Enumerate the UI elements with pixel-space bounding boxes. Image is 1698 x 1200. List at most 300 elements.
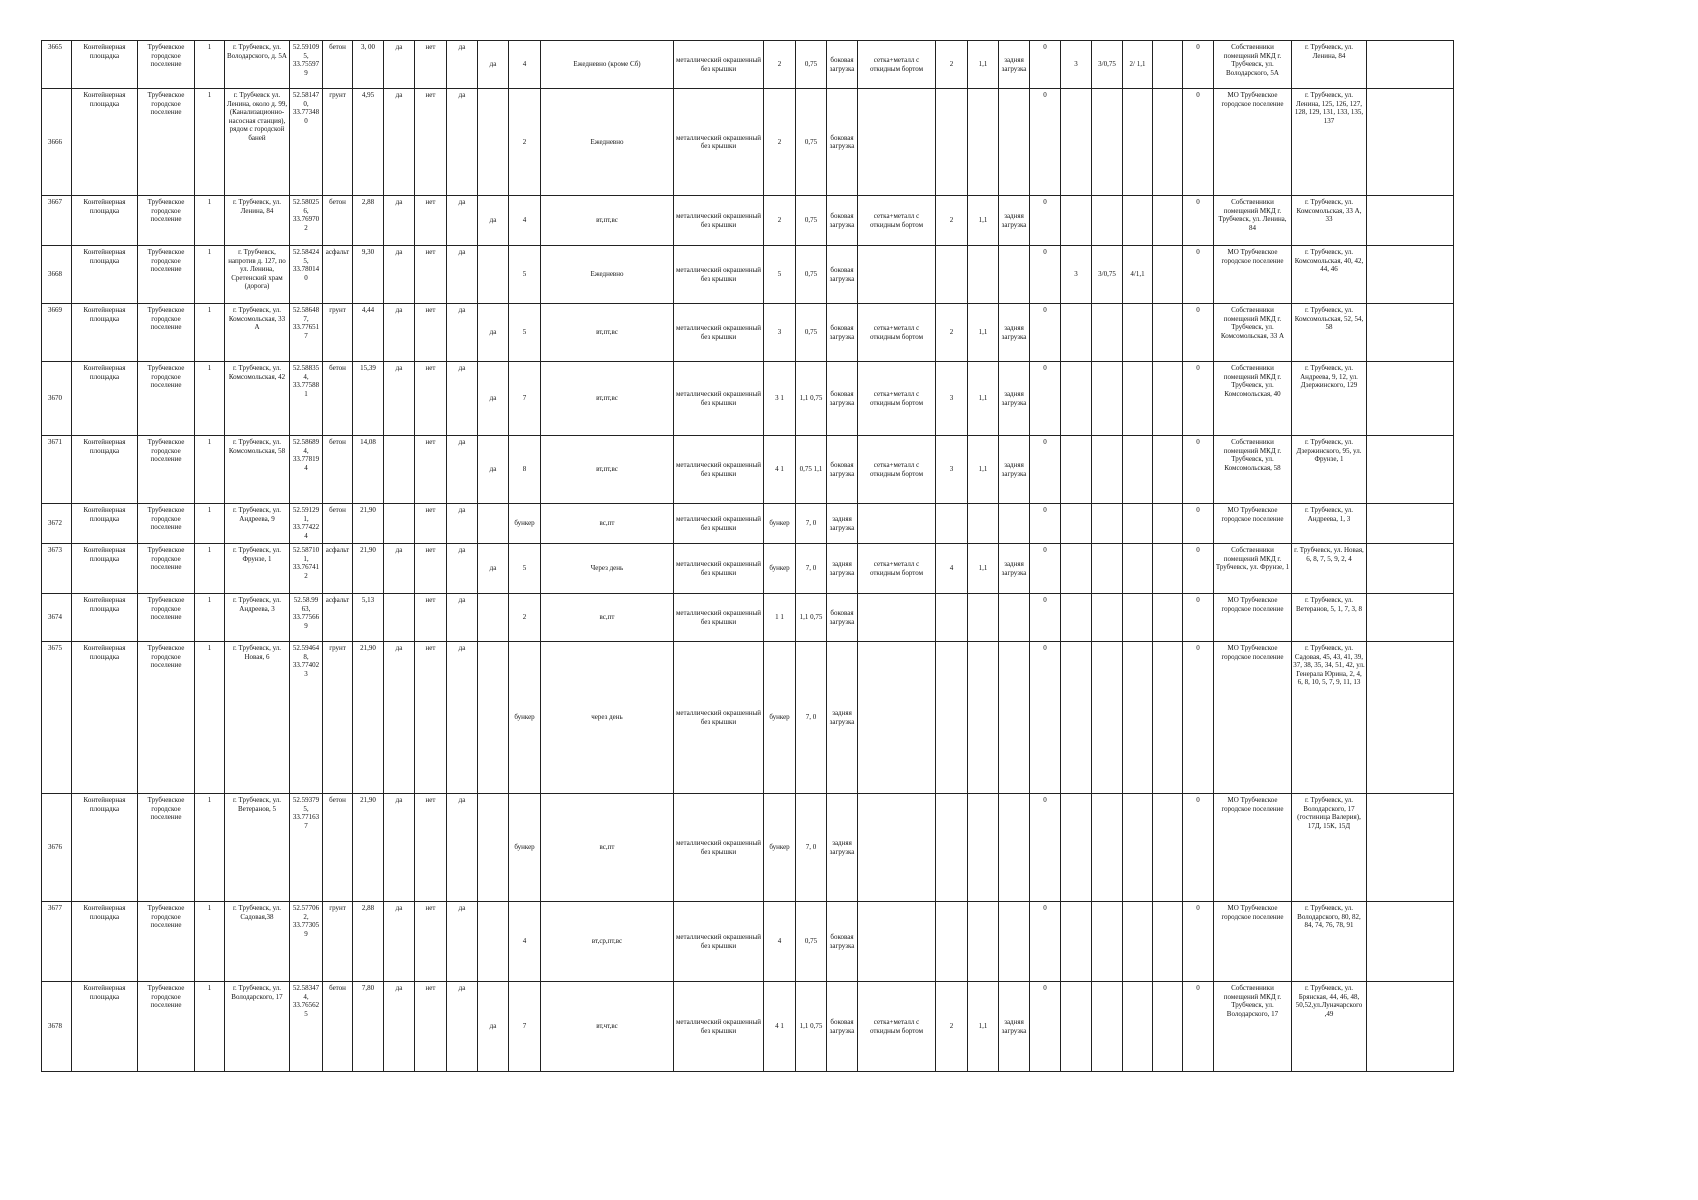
settlement: Трубчевское городское поселение bbox=[138, 304, 195, 362]
blank-col bbox=[1153, 89, 1183, 196]
site-owner: МО Трубчевское городское поселение bbox=[1214, 594, 1292, 642]
site-address: г. Трубчевск, ул. Андреева, 3 bbox=[225, 594, 290, 642]
record-number: 3667 bbox=[42, 196, 72, 246]
container-count: 4 bbox=[509, 41, 541, 89]
load2-type: задняя загрузка bbox=[999, 544, 1030, 594]
blank-col bbox=[1153, 304, 1183, 362]
flag-b: нет bbox=[415, 902, 447, 982]
site-count: 1 bbox=[195, 246, 225, 304]
surface-type: асфальт bbox=[323, 594, 353, 642]
blank-col-2 bbox=[1367, 196, 1454, 246]
flag-d bbox=[478, 246, 509, 304]
flag-b: нет bbox=[415, 594, 447, 642]
blank-col bbox=[1153, 436, 1183, 504]
flag-b: нет bbox=[415, 504, 447, 544]
bins-count: 3 bbox=[764, 304, 796, 362]
collection-schedule: вс,пт bbox=[541, 504, 674, 544]
site-address: г. Трубчевск, ул. Володарского, 17 bbox=[225, 982, 290, 1072]
flag-b: нет bbox=[415, 982, 447, 1072]
container-count: 7 bbox=[509, 982, 541, 1072]
k3-col bbox=[1123, 196, 1153, 246]
load2-type: задняя загрузка bbox=[999, 982, 1030, 1072]
bins-count: 5 bbox=[764, 246, 796, 304]
zero-col-2: 0 bbox=[1183, 794, 1214, 902]
site-coordinates: 52.58689 4, 33.77819 4 bbox=[290, 436, 323, 504]
k3-col bbox=[1123, 544, 1153, 594]
record-number: 3675 bbox=[42, 642, 72, 794]
k1-col bbox=[1061, 982, 1092, 1072]
site-count: 1 bbox=[195, 902, 225, 982]
fence-type: сетка+металл с откидным бортом bbox=[858, 982, 936, 1072]
zero-col-2: 0 bbox=[1183, 902, 1214, 982]
flag-b: нет bbox=[415, 41, 447, 89]
served-buildings: г. Трубчевск, ул. Дзержинского, 95, ул. Фрунзе, 1 bbox=[1292, 436, 1367, 504]
collection-schedule: вт,пт,вс bbox=[541, 362, 674, 436]
flag-a: да bbox=[384, 982, 415, 1072]
zero-col-1: 0 bbox=[1030, 902, 1061, 982]
k2-col bbox=[1092, 544, 1123, 594]
bins-volume: 1,1 0,75 bbox=[796, 982, 827, 1072]
bins2-count: 3 bbox=[936, 436, 968, 504]
record-number: 3668 bbox=[42, 246, 72, 304]
site-type: Контейнерная площадка bbox=[72, 304, 138, 362]
bins2-volume: 1,1 bbox=[968, 304, 999, 362]
load2-type: задняя загрузка bbox=[999, 362, 1030, 436]
bins-count: бункер bbox=[764, 794, 796, 902]
bins-volume: 0,75 bbox=[796, 902, 827, 982]
site-type: Контейнерная площадка bbox=[72, 362, 138, 436]
container-count: 5 bbox=[509, 304, 541, 362]
blank-col bbox=[1153, 196, 1183, 246]
flag-c: да bbox=[447, 594, 478, 642]
flag-d: да bbox=[478, 196, 509, 246]
site-owner: МО Трубчевское городское поселение bbox=[1214, 642, 1292, 794]
container-count: 2 bbox=[509, 594, 541, 642]
zero-col-1: 0 bbox=[1030, 362, 1061, 436]
site-area: 2,88 bbox=[353, 196, 384, 246]
blank-col bbox=[1153, 794, 1183, 902]
collection-schedule: вт,чт,вс bbox=[541, 982, 674, 1072]
zero-col-2: 0 bbox=[1183, 642, 1214, 794]
bins-count: бункер bbox=[764, 544, 796, 594]
load-type: задняя загрузка bbox=[827, 794, 858, 902]
flag-c: да bbox=[447, 902, 478, 982]
zero-col-2: 0 bbox=[1183, 594, 1214, 642]
site-coordinates: 52.58424 5, 33.78014 0 bbox=[290, 246, 323, 304]
flag-c: да bbox=[447, 89, 478, 196]
flag-a: да bbox=[384, 196, 415, 246]
container-material: металлический окрашенный без крышки bbox=[674, 196, 764, 246]
site-address: г. Трубчевск, ул. Комсомольская, 58 bbox=[225, 436, 290, 504]
k1-col bbox=[1061, 594, 1092, 642]
record-number: 3673 bbox=[42, 544, 72, 594]
bins2-volume: 1,1 bbox=[968, 41, 999, 89]
bins2-count: 2 bbox=[936, 196, 968, 246]
site-coordinates: 52.58648 7, 33.77651 7 bbox=[290, 304, 323, 362]
blank-col-2 bbox=[1367, 902, 1454, 982]
flag-a: да bbox=[384, 362, 415, 436]
zero-col-1: 0 bbox=[1030, 642, 1061, 794]
collection-schedule: вт,пт,вс bbox=[541, 436, 674, 504]
flag-d bbox=[478, 902, 509, 982]
k2-col bbox=[1092, 436, 1123, 504]
container-count: 5 bbox=[509, 246, 541, 304]
site-area: 9,30 bbox=[353, 246, 384, 304]
bins-count: 4 bbox=[764, 902, 796, 982]
k1-col: 3 bbox=[1061, 41, 1092, 89]
served-buildings: г. Трубчевск, ул. Андреева, 9, 12, ул. Дзержинского, 129 bbox=[1292, 362, 1367, 436]
site-owner: Собственники помещений МКД г. Трубчевск, ул. Володарского, 17 bbox=[1214, 982, 1292, 1072]
fence-type: сетка+металл с откидным бортом bbox=[858, 544, 936, 594]
bins2-count: 2 bbox=[936, 304, 968, 362]
site-address: г. Трубчевск, ул. Садовая,38 bbox=[225, 902, 290, 982]
collection-schedule: вт,пт,вс bbox=[541, 196, 674, 246]
load-type: задняя загрузка bbox=[827, 544, 858, 594]
flag-b: нет bbox=[415, 794, 447, 902]
bins-volume: 0,75 bbox=[796, 304, 827, 362]
site-owner: Собственники помещений МКД г. Трубчевск, ул. Фрунзе, 1 bbox=[1214, 544, 1292, 594]
bins2-volume bbox=[968, 794, 999, 902]
surface-type: бетон bbox=[323, 794, 353, 902]
load-type: боковая загрузка bbox=[827, 436, 858, 504]
bins-count: 3 1 bbox=[764, 362, 796, 436]
site-type: Контейнерная площадка bbox=[72, 982, 138, 1072]
flag-c: да bbox=[447, 246, 478, 304]
surface-type: грунт bbox=[323, 304, 353, 362]
table-row bbox=[42, 362, 1454, 436]
bins2-volume: 1,1 bbox=[968, 982, 999, 1072]
container-count: 4 bbox=[509, 196, 541, 246]
container-count: 8 bbox=[509, 436, 541, 504]
flag-a bbox=[384, 504, 415, 544]
flag-c: да bbox=[447, 41, 478, 89]
flag-b: нет bbox=[415, 642, 447, 794]
zero-col-1: 0 bbox=[1030, 544, 1061, 594]
site-coordinates: 52.59464 8, 33.77402 3 bbox=[290, 642, 323, 794]
flag-d: да bbox=[478, 982, 509, 1072]
flag-c: да bbox=[447, 544, 478, 594]
site-count: 1 bbox=[195, 304, 225, 362]
container-count: 4 bbox=[509, 902, 541, 982]
zero-col-1: 0 bbox=[1030, 89, 1061, 196]
site-count: 1 bbox=[195, 89, 225, 196]
served-buildings: г. Трубчевск, ул. Ленина, 125, 126, 127, 128, 129, 131, 133, 135, 137 bbox=[1292, 89, 1367, 196]
site-type: Контейнерная площадка bbox=[72, 794, 138, 902]
flag-c: да bbox=[447, 504, 478, 544]
container-material: металлический окрашенный без крышки bbox=[674, 304, 764, 362]
site-area: 14,08 bbox=[353, 436, 384, 504]
k3-col bbox=[1123, 902, 1153, 982]
k2-col bbox=[1092, 362, 1123, 436]
zero-col-1: 0 bbox=[1030, 41, 1061, 89]
site-coordinates: 52.58710 1, 33.76741 2 bbox=[290, 544, 323, 594]
load-type: задняя загрузка bbox=[827, 642, 858, 794]
record-number: 3678 bbox=[42, 982, 72, 1072]
flag-b: нет bbox=[415, 544, 447, 594]
settlement: Трубчевское городское поселение bbox=[138, 794, 195, 902]
load2-type: задняя загрузка bbox=[999, 304, 1030, 362]
k2-col: 3/0,75 bbox=[1092, 41, 1123, 89]
zero-col-2: 0 bbox=[1183, 982, 1214, 1072]
flag-d: да bbox=[478, 41, 509, 89]
bins2-count bbox=[936, 89, 968, 196]
served-buildings: г. Трубчевск, ул. Володарского, 80, 82, 84, 74, 76, 78, 91 bbox=[1292, 902, 1367, 982]
container-count: 7 bbox=[509, 362, 541, 436]
blank-col-2 bbox=[1367, 436, 1454, 504]
load2-type: задняя загрузка bbox=[999, 41, 1030, 89]
bins2-volume: 1,1 bbox=[968, 196, 999, 246]
bins2-volume bbox=[968, 246, 999, 304]
k3-col bbox=[1123, 504, 1153, 544]
bins2-volume: 1,1 bbox=[968, 544, 999, 594]
settlement: Трубчевское городское поселение bbox=[138, 642, 195, 794]
site-area: 4,44 bbox=[353, 304, 384, 362]
site-address: г. Трубчевск, напротив д. 127, по ул. Ленина, Сретенский храм (дорога) bbox=[225, 246, 290, 304]
bins-count: 2 bbox=[764, 196, 796, 246]
flag-b: нет bbox=[415, 304, 447, 362]
container-material: металлический окрашенный без крышки bbox=[674, 902, 764, 982]
blank-col-2 bbox=[1367, 642, 1454, 794]
site-type: Контейнерная площадка bbox=[72, 642, 138, 794]
table-row bbox=[42, 544, 1454, 594]
site-count: 1 bbox=[195, 196, 225, 246]
k1-col bbox=[1061, 89, 1092, 196]
k2-col bbox=[1092, 594, 1123, 642]
fence-type bbox=[858, 246, 936, 304]
k1-col bbox=[1061, 504, 1092, 544]
record-number: 3677 bbox=[42, 902, 72, 982]
served-buildings: г. Трубчевск, ул. Комсомольская, 40, 42, 44, 46 bbox=[1292, 246, 1367, 304]
served-buildings: г. Трубчевск, ул. Ветеранов, 5, 1, 7, 3, 8 bbox=[1292, 594, 1367, 642]
site-coordinates: 52.58025 6, 33.76970 2 bbox=[290, 196, 323, 246]
zero-col-1: 0 bbox=[1030, 196, 1061, 246]
site-coordinates: 52.59129 1, 33.77422 4 bbox=[290, 504, 323, 544]
flag-a bbox=[384, 436, 415, 504]
site-address: г. Трубчевск, ул. Андреева, 9 bbox=[225, 504, 290, 544]
site-address: г. Трубчевск, ул. Фрунзе, 1 bbox=[225, 544, 290, 594]
flag-b: нет bbox=[415, 436, 447, 504]
bins-count: 4 1 bbox=[764, 436, 796, 504]
zero-col-1: 0 bbox=[1030, 436, 1061, 504]
site-coordinates: 52.58835 4, 33.77588 1 bbox=[290, 362, 323, 436]
collection-schedule: через день bbox=[541, 642, 674, 794]
blank-col bbox=[1153, 504, 1183, 544]
zero-col-2: 0 bbox=[1183, 436, 1214, 504]
load-type: задняя загрузка bbox=[827, 504, 858, 544]
k1-col: 3 bbox=[1061, 246, 1092, 304]
bins2-count bbox=[936, 504, 968, 544]
site-type: Контейнерная площадка bbox=[72, 902, 138, 982]
served-buildings: г. Трубчевск, ул. Андреева, 1, 3 bbox=[1292, 504, 1367, 544]
bins2-count: 4 bbox=[936, 544, 968, 594]
bins2-volume bbox=[968, 89, 999, 196]
k2-col bbox=[1092, 982, 1123, 1072]
flag-a: да bbox=[384, 794, 415, 902]
k1-col bbox=[1061, 436, 1092, 504]
site-address: г. Трубчевск, ул. Новая, 6 bbox=[225, 642, 290, 794]
zero-col-2: 0 bbox=[1183, 89, 1214, 196]
load2-type bbox=[999, 89, 1030, 196]
settlement: Трубчевское городское поселение bbox=[138, 504, 195, 544]
flag-a: да bbox=[384, 246, 415, 304]
site-area: 2,88 bbox=[353, 902, 384, 982]
zero-col-1: 0 bbox=[1030, 794, 1061, 902]
load2-type bbox=[999, 902, 1030, 982]
zero-col-1: 0 bbox=[1030, 504, 1061, 544]
record-number: 3669 bbox=[42, 304, 72, 362]
container-material: металлический окрашенный без крышки bbox=[674, 89, 764, 196]
load-type: боковая загрузка bbox=[827, 196, 858, 246]
bins2-count bbox=[936, 642, 968, 794]
served-buildings: г. Трубчевск, ул. Володарского, 17 (гостиница Валерия), 17Д, 15К, 15Д bbox=[1292, 794, 1367, 902]
record-number: 3676 bbox=[42, 794, 72, 902]
load-type: боковая загрузка bbox=[827, 902, 858, 982]
bins-volume: 7, 0 bbox=[796, 504, 827, 544]
surface-type: асфальт bbox=[323, 246, 353, 304]
container-material: металлический окрашенный без крышки bbox=[674, 642, 764, 794]
site-address: г. Трубчевск, ул. Комсомольская, 33 А bbox=[225, 304, 290, 362]
container-material: металлический окрашенный без крышки bbox=[674, 504, 764, 544]
site-owner: МО Трубчевское городское поселение bbox=[1214, 89, 1292, 196]
site-coordinates: 52.59379 5, 33.77163 7 bbox=[290, 794, 323, 902]
flag-d: да bbox=[478, 304, 509, 362]
record-number: 3672 bbox=[42, 504, 72, 544]
bins2-count bbox=[936, 246, 968, 304]
site-coordinates: 52.58347 4, 33.76562 5 bbox=[290, 982, 323, 1072]
flag-d bbox=[478, 594, 509, 642]
k1-col bbox=[1061, 642, 1092, 794]
served-buildings: г. Трубчевск, ул. Комсомольская, 52, 54, 58 bbox=[1292, 304, 1367, 362]
blank-col bbox=[1153, 41, 1183, 89]
fence-type bbox=[858, 89, 936, 196]
site-area: 7,80 bbox=[353, 982, 384, 1072]
fence-type: сетка+металл с откидным бортом bbox=[858, 436, 936, 504]
flag-d: да bbox=[478, 436, 509, 504]
bins2-volume: 1,1 bbox=[968, 362, 999, 436]
flag-b: нет bbox=[415, 362, 447, 436]
zero-col-2: 0 bbox=[1183, 41, 1214, 89]
record-number: 3671 bbox=[42, 436, 72, 504]
blank-col bbox=[1153, 544, 1183, 594]
k3-col bbox=[1123, 794, 1153, 902]
k2-col bbox=[1092, 504, 1123, 544]
site-area: 5,13 bbox=[353, 594, 384, 642]
flag-d bbox=[478, 794, 509, 902]
k3-col bbox=[1123, 436, 1153, 504]
record-number: 3665 bbox=[42, 41, 72, 89]
load2-type: задняя загрузка bbox=[999, 196, 1030, 246]
table-row bbox=[42, 902, 1454, 982]
bins-volume: 7, 0 bbox=[796, 794, 827, 902]
site-type: Контейнерная площадка bbox=[72, 594, 138, 642]
settlement: Трубчевское городское поселение bbox=[138, 436, 195, 504]
blank-col-2 bbox=[1367, 594, 1454, 642]
bins-volume: 0,75 bbox=[796, 41, 827, 89]
blank-col-2 bbox=[1367, 304, 1454, 362]
site-count: 1 bbox=[195, 41, 225, 89]
site-coordinates: 52.59109 5, 33.75597 9 bbox=[290, 41, 323, 89]
bins-volume: 1,1 0,75 bbox=[796, 594, 827, 642]
surface-type: бетон bbox=[323, 436, 353, 504]
site-owner: Собственники помещений МКД г. Трубчевск, ул. Комсомольская, 40 bbox=[1214, 362, 1292, 436]
bins2-count bbox=[936, 902, 968, 982]
blank-col bbox=[1153, 594, 1183, 642]
k3-col bbox=[1123, 642, 1153, 794]
k2-col bbox=[1092, 794, 1123, 902]
k1-col bbox=[1061, 362, 1092, 436]
bins2-count: 2 bbox=[936, 982, 968, 1072]
settlement: Трубчевское городское поселение bbox=[138, 982, 195, 1072]
surface-type: грунт bbox=[323, 642, 353, 794]
zero-col-2: 0 bbox=[1183, 544, 1214, 594]
fence-type bbox=[858, 642, 936, 794]
flag-c: да bbox=[447, 304, 478, 362]
k1-col bbox=[1061, 196, 1092, 246]
blank-col-2 bbox=[1367, 362, 1454, 436]
table-row bbox=[42, 642, 1454, 794]
table-row bbox=[42, 41, 1454, 89]
table-row bbox=[42, 246, 1454, 304]
table-row bbox=[42, 304, 1454, 362]
bins-volume: 1,1 0,75 bbox=[796, 362, 827, 436]
site-owner: МО Трубчевское городское поселение bbox=[1214, 504, 1292, 544]
container-material: металлический окрашенный без крышки bbox=[674, 246, 764, 304]
site-coordinates: 52.58147 0, 33.77348 0 bbox=[290, 89, 323, 196]
load-type: боковая загрузка bbox=[827, 594, 858, 642]
surface-type: бетон bbox=[323, 504, 353, 544]
flag-d bbox=[478, 89, 509, 196]
load-type: боковая загрузка bbox=[827, 89, 858, 196]
fence-type bbox=[858, 594, 936, 642]
settlement: Трубчевское городское поселение bbox=[138, 89, 195, 196]
site-area: 21,90 bbox=[353, 642, 384, 794]
table-row bbox=[42, 196, 1454, 246]
k3-col bbox=[1123, 594, 1153, 642]
site-address: г. Трубчевск, ул. Ленина, 84 bbox=[225, 196, 290, 246]
blank-col-2 bbox=[1367, 544, 1454, 594]
site-coordinates: 52.57706 2, 33.77305 9 bbox=[290, 902, 323, 982]
flag-d bbox=[478, 504, 509, 544]
container-material: металлический окрашенный без крышки bbox=[674, 436, 764, 504]
bins-count: 2 bbox=[764, 89, 796, 196]
fence-type bbox=[858, 794, 936, 902]
served-buildings: г. Трубчевск, ул. Комсомольская, 33 А, 33 bbox=[1292, 196, 1367, 246]
load2-type: задняя загрузка bbox=[999, 436, 1030, 504]
bins-count: бункер bbox=[764, 504, 796, 544]
surface-type: бетон bbox=[323, 362, 353, 436]
blank-col bbox=[1153, 362, 1183, 436]
flag-a: да bbox=[384, 41, 415, 89]
zero-col-2: 0 bbox=[1183, 362, 1214, 436]
site-type: Контейнерная площадка bbox=[72, 196, 138, 246]
k3-col: 4/1,1 bbox=[1123, 246, 1153, 304]
flag-c: да bbox=[447, 436, 478, 504]
site-area: 4,95 bbox=[353, 89, 384, 196]
flag-c: да bbox=[447, 642, 478, 794]
surface-type: грунт bbox=[323, 89, 353, 196]
load2-type bbox=[999, 642, 1030, 794]
blank-col-2 bbox=[1367, 794, 1454, 902]
table-row bbox=[42, 436, 1454, 504]
site-owner: Собственники помещений МКД г. Трубчевск, ул. Комсомольская, 33 А bbox=[1214, 304, 1292, 362]
bins2-count bbox=[936, 594, 968, 642]
fence-type: сетка+металл с откидным бортом bbox=[858, 41, 936, 89]
zero-col-2: 0 bbox=[1183, 246, 1214, 304]
fence-type: сетка+металл с откидным бортом bbox=[858, 304, 936, 362]
bins-volume: 0,75 bbox=[796, 89, 827, 196]
bins-volume: 0,75 bbox=[796, 196, 827, 246]
collection-schedule: вт,ср,пт,вс bbox=[541, 902, 674, 982]
